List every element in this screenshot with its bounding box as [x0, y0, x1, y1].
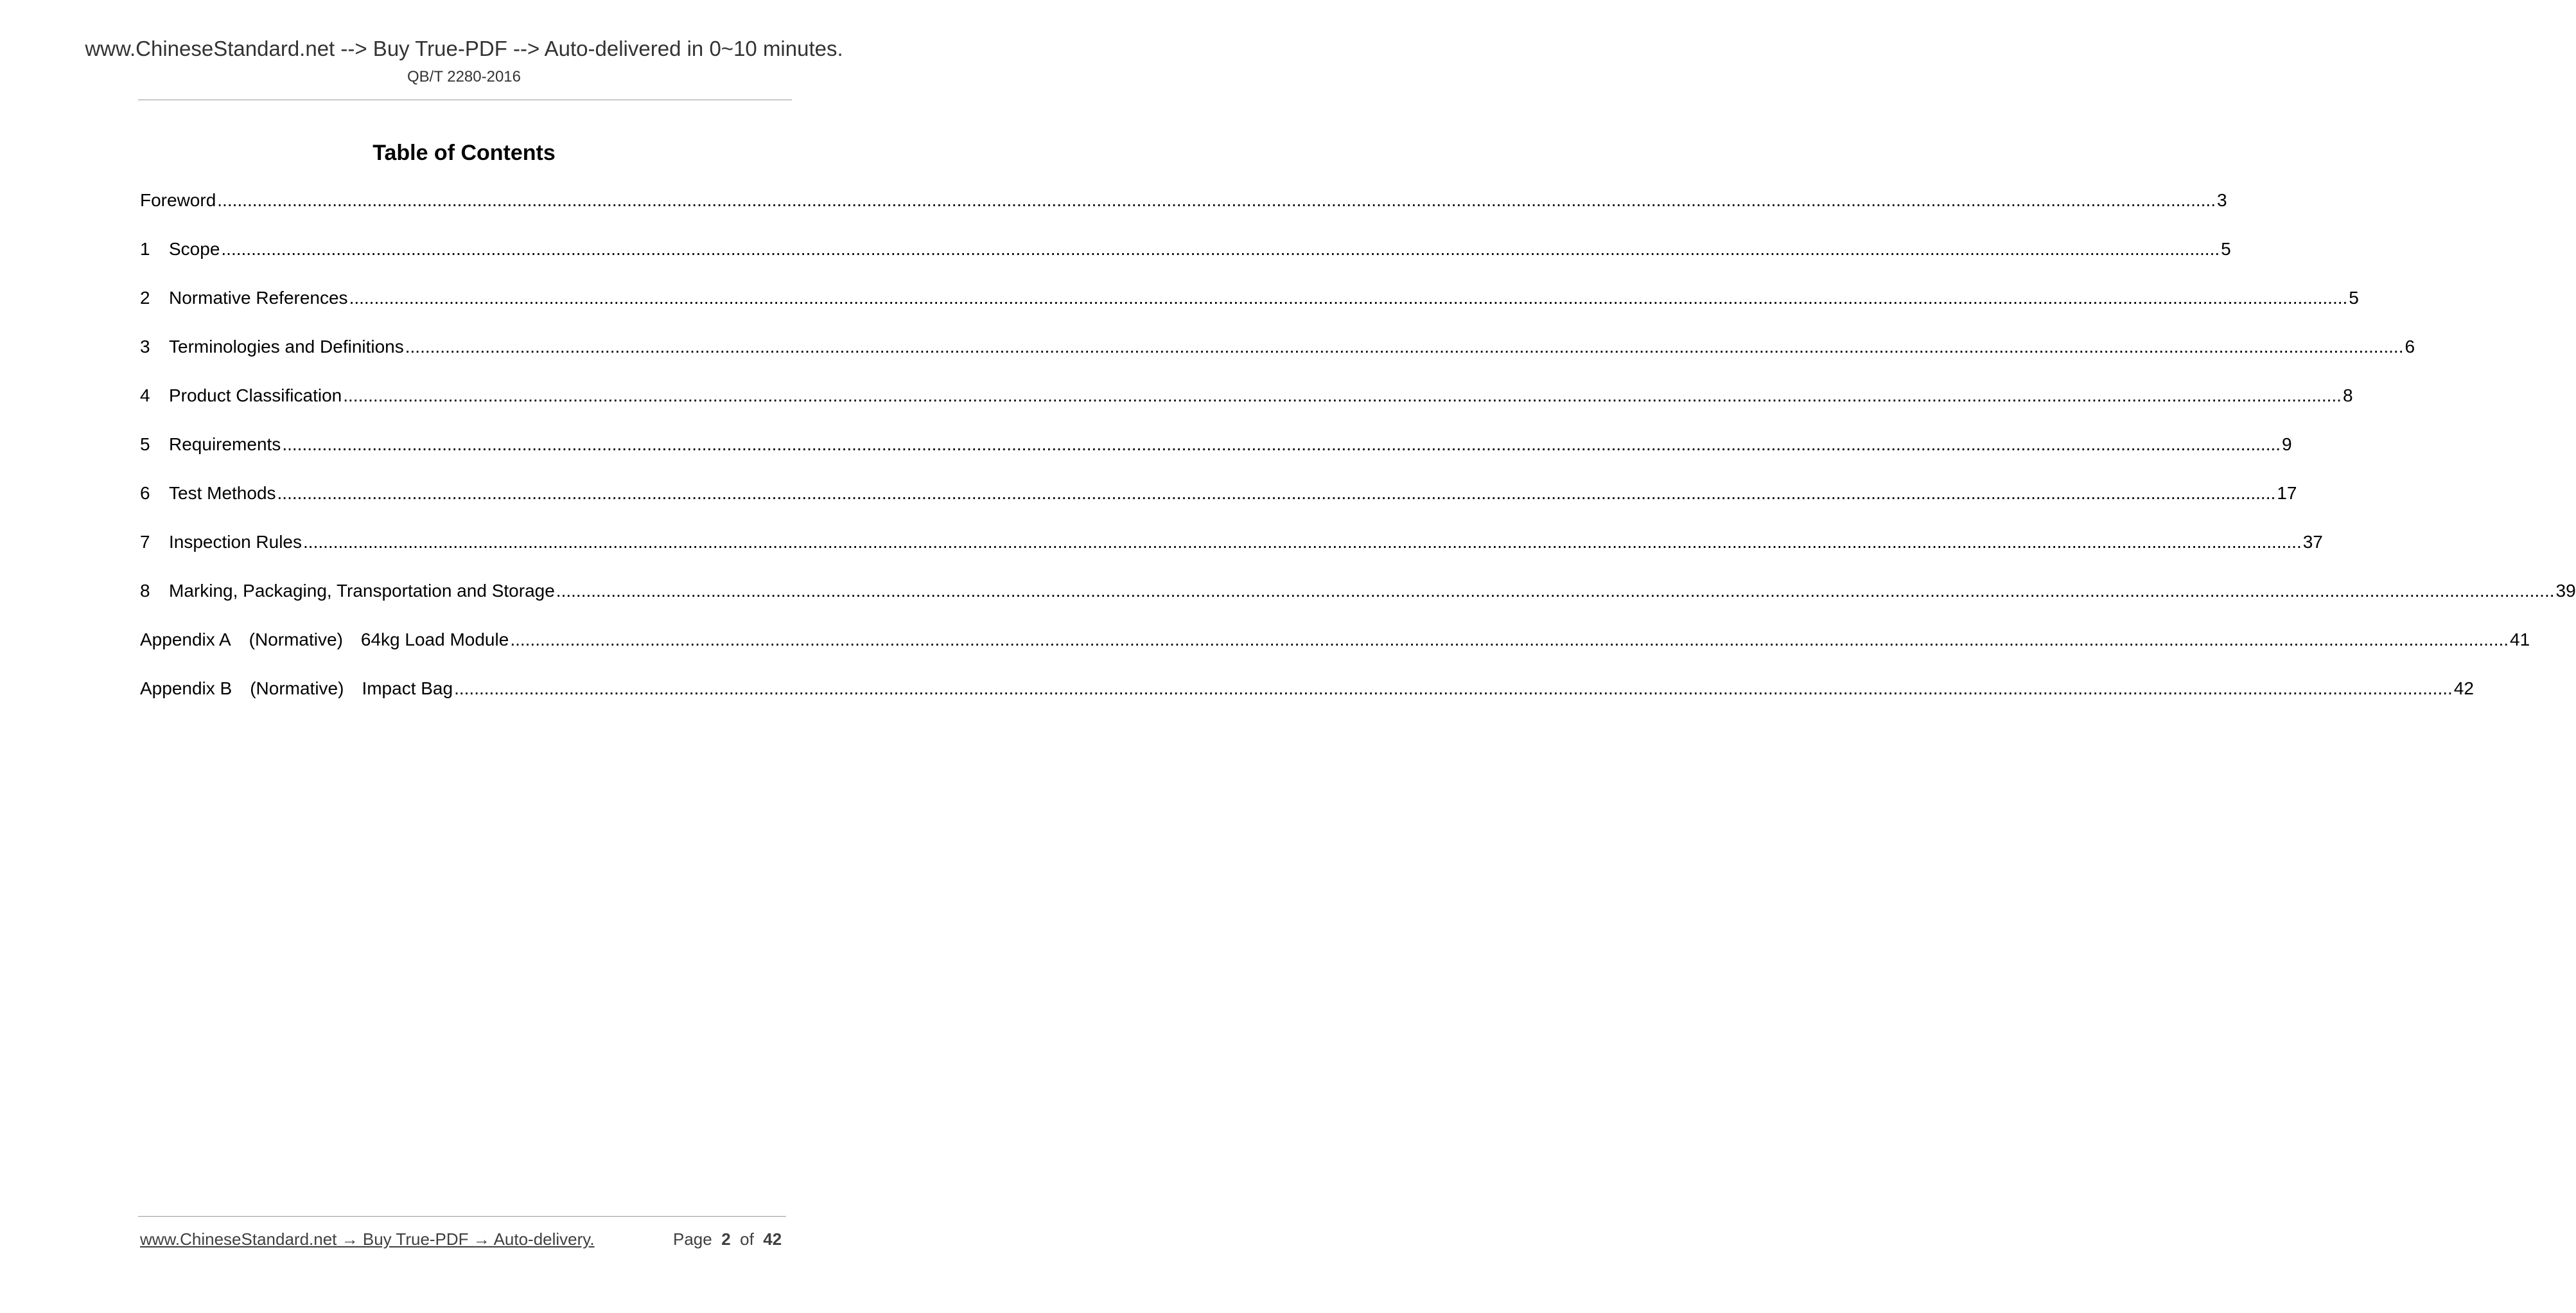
toc-entry[interactable] [140, 676, 2474, 725]
toc-entry[interactable] [140, 285, 2359, 334]
toc-dot-leader: ................................................................................................................................................................................................................................................................................................................................................................................................................ [221, 239, 2220, 259]
toc-entry-page: 17 [2277, 483, 2297, 503]
toc-dot-leader: ................................................................................................................................................................................................................................................................................................................................................................................................................ [217, 190, 2216, 210]
toc-entry-page: 5 [2349, 288, 2359, 308]
table-of-contents [140, 188, 2576, 725]
toc-entry-label: Foreword [140, 190, 216, 210]
toc-dot-leader: ................................................................................................................................................................................................................................................................................................................................................................................................................ [277, 483, 2276, 503]
toc-entry[interactable] [140, 432, 2292, 480]
toc-entry-number: 2 [140, 288, 150, 308]
toc-entry[interactable] [140, 236, 2231, 285]
toc-entry-label: Terminologies and Definitions [169, 337, 404, 357]
toc-entry-page: 5 [2221, 239, 2231, 259]
toc-entry-number: 3 [140, 337, 150, 357]
toc-entry-label: Appendix B (Normative) Impact Bag [140, 678, 453, 698]
toc-entry-label: Inspection Rules [169, 532, 302, 552]
toc-entry[interactable] [140, 334, 2415, 383]
toc-dot-leader: ................................................................................................................................................................................................................................................................................................................................................................................................................ [556, 581, 2555, 601]
toc-dot-leader: ................................................................................................................................................................................................................................................................................................................................................................................................................ [303, 532, 2302, 552]
toc-entry-number: 6 [140, 483, 150, 503]
page-of: of [740, 1229, 754, 1249]
document-number: QB/T 2280-2016 [407, 68, 521, 85]
toc-entry-page: 42 [2453, 678, 2474, 698]
page-current: 2 [721, 1229, 731, 1249]
toc-entry-label: Scope [169, 239, 220, 259]
toc-entry-label: Product Classification [169, 385, 342, 405]
toc-entry[interactable] [140, 188, 2227, 236]
toc-entry[interactable] [140, 383, 2353, 432]
toc-entry-page: 9 [2282, 434, 2292, 454]
toc-entry-page: 37 [2302, 532, 2323, 552]
toc-dot-leader: ................................................................................................................................................................................................................................................................................................................................................................................................................ [349, 288, 2348, 308]
toc-entry-page: 6 [2405, 337, 2415, 357]
toc-title: Table of Contents [372, 141, 556, 165]
page-indicator [673, 1228, 782, 1250]
footer-link[interactable]: www.ChineseStandard.net → Buy True-PDF → Auto-delivery. [140, 1229, 595, 1249]
page-word: Page [673, 1229, 712, 1249]
toc-entry-number: 1 [140, 239, 150, 259]
toc-dot-leader: ................................................................................................................................................................................................................................................................................................................................................................................................................ [405, 337, 2404, 357]
toc-entry-number: 7 [140, 532, 150, 552]
toc-entry-page: 8 [2342, 385, 2353, 405]
toc-entry-label: Normative References [169, 288, 348, 308]
page-total: 42 [763, 1229, 782, 1249]
toc-entry[interactable] [140, 480, 2297, 529]
toc-entry-page: 41 [2510, 630, 2530, 649]
toc-entry-label: Marking, Packaging, Transportation and Storage [169, 581, 555, 601]
toc-dot-leader: ................................................................................................................................................................................................................................................................................................................................................................................................................ [282, 434, 2281, 454]
toc-entry-number: 8 [140, 581, 150, 601]
toc-entry-label: Test Methods [169, 483, 276, 503]
toc-dot-leader: ................................................................................................................................................................................................................................................................................................................................................................................................................ [454, 678, 2453, 698]
toc-entry[interactable] [140, 578, 2576, 627]
toc-entry[interactable] [140, 529, 2323, 578]
toc-dot-leader: ................................................................................................................................................................................................................................................................................................................................................................................................................ [343, 385, 2342, 405]
toc-dot-leader: ................................................................................................................................................................................................................................................................................................................................................................................................................ [510, 630, 2509, 649]
toc-entry-number: 4 [140, 385, 150, 405]
toc-entry-label: Requirements [169, 434, 281, 454]
toc-entry-page: 39 [2555, 581, 2576, 601]
toc-entry[interactable] [140, 627, 2530, 676]
toc-entry-number: 5 [140, 434, 150, 454]
toc-entry-label: Appendix A (Normative) 64kg Load Module [140, 630, 509, 649]
header-banner: www.ChineseStandard.net --> Buy True-PDF --> Auto-delivered in 0~10 minutes. [85, 37, 843, 60]
footer-divider [138, 1216, 786, 1217]
toc-entry-page: 3 [2216, 190, 2227, 210]
